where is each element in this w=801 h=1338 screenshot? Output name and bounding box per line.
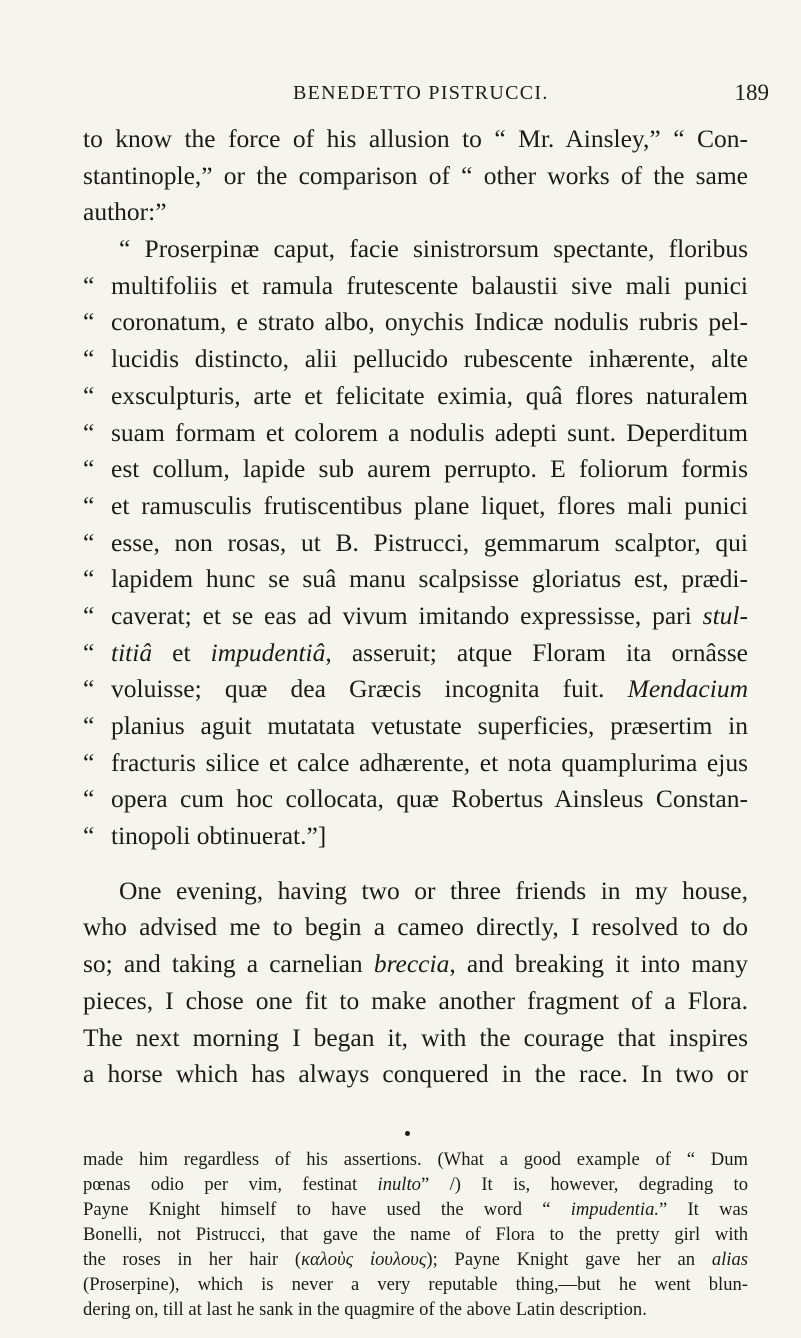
latin-line: “ lucidis distincto, alii pellucido rubescente inhærente, alte — [83, 344, 748, 374]
text-line: author:” — [83, 197, 167, 227]
footnote-line: the roses in her hair (καλοὺς ἰουλους); Payne Knight gave her an alias — [83, 1249, 748, 1270]
quote-mark: “ — [83, 270, 95, 300]
latin-line: “ multifoliis et ramula frutescente balaustii sive mali punici — [83, 268, 748, 305]
paragraph-line: who advised me to begin a cameo directly, I resolved to do — [83, 912, 748, 942]
running-head: BENEDETTO PISTRUCCI. — [293, 82, 549, 104]
italic-word: impudentia. — [570, 1199, 660, 1220]
latin-line: “ titiâ et impudentiâ, asseruit; atque Floram ita ornâsse — [83, 637, 748, 667]
printer-mark — [405, 1131, 410, 1136]
italic-word: impudentiâ — [210, 637, 326, 667]
footnote-line: dering on, till at last he sank in the quagmire of the above Latin description. — [83, 1299, 647, 1320]
latin-line: “ coronatum, e strato albo, onychis Indicæ nodulis rubris pel- — [83, 307, 748, 337]
footnote-line: Bonelli, not Pistrucci, that gave the name of Flora to the pretty girl with — [83, 1224, 748, 1245]
page-number: 189 — [734, 80, 769, 105]
footnote — [83, 1147, 748, 1322]
footnote-line: Payne Knight himself to have used the word “ impudentia.” It was — [83, 1199, 748, 1220]
footnote-line: (Proserpine), which is never a very reputable thing,—but he went blun- — [83, 1274, 748, 1295]
latin-line: “ voluisse; quæ dea Græcis incognita fuit. Mendacium — [83, 674, 748, 704]
footnote-line: made him regardless of his assertions. (What a good example of “ Dum — [83, 1149, 748, 1170]
paragraph-line: so; and taking a carnelian breccia, and breaking it into many — [83, 949, 748, 979]
paragraph-line: pieces, I chose one fit to make another fragment of a Flora. — [83, 985, 748, 1015]
paragraph-line: The next morning I began it, with the courage that inspires — [83, 1022, 748, 1052]
latin-line: “ est collum, lapide sub aurem perrupto. E foliorum formis — [83, 454, 748, 484]
italic-word: alias — [711, 1249, 748, 1270]
latin-line: “ Proserpinæ caput, facie sinistrorsum spectante, floribus — [119, 234, 748, 264]
latin-line: “ opera cum hoc collocata, quæ Robertus Ainsleus Constan- — [83, 784, 748, 814]
latin-line: “ fracturis silice et calce adhærente, et nota quamplurima ejus — [83, 747, 748, 777]
latin-line: “ lapidem hunc se suâ manu scalpsisse gloriatus est, prædi- — [83, 564, 748, 594]
italic-word: breccia — [373, 949, 450, 979]
greek-text: καλοὺς ἰουλους — [301, 1249, 427, 1270]
italic-word: Mendacium — [627, 674, 748, 704]
italic-word: titiâ — [111, 637, 153, 667]
latin-line: “ exsculpturis, arte et felicitate eximia, quâ flores naturalem — [83, 380, 748, 410]
italic-word: inulto — [377, 1174, 421, 1195]
text-line: to know the force of his allusion to “ Mr. Ainsley,” “ Con- — [83, 124, 748, 153]
latin-line: “ esse, non rosas, ut B. Pistrucci, gemmarum scalptor, qui — [83, 527, 748, 557]
latin-line: “ et ramusculis frutiscentibus plane liquet, flores mali punici — [83, 490, 748, 520]
latin-line: “ caverat; et se eas ad vivum imitando expressisse, pari stul- — [83, 600, 748, 630]
main-text — [83, 121, 748, 1093]
footnote-line: pœnas odio per vim, festinat inulto” /) It is, however, degrading to — [83, 1174, 749, 1195]
latin-line: “ planius aguit mutatata vetustate superficies, præsertim in — [83, 711, 748, 740]
text-line: stantinople,” or the comparison of “ other works of the same — [83, 160, 748, 190]
paragraph-line: One evening, having two or three friends in my house, — [119, 875, 748, 905]
latin-line: “ tinopoli obtinuerat.”] — [83, 821, 327, 851]
paragraph-line: a horse which has always conquered in the race. In two or — [83, 1059, 748, 1089]
page-header — [0, 80, 801, 110]
italic-word: stul- — [702, 600, 748, 630]
latin-line: “ suam formam et colorem a nodulis adepti sunt. Deperditum — [83, 417, 748, 447]
